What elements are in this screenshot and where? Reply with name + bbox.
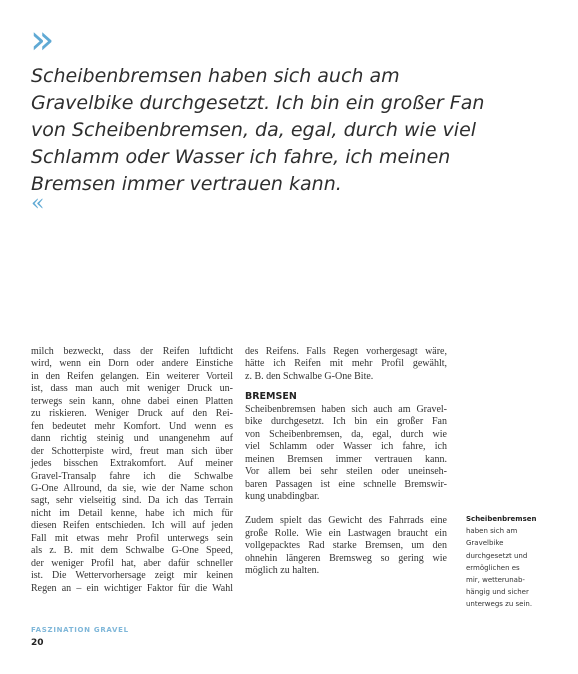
body-line: Zudem spielt das Gewicht des Fahrrads eine: [245, 515, 447, 527]
pull-quote: [31, 63, 511, 198]
body-line: als z. B. mit dem Schwalbe G-One Speed,: [31, 545, 233, 557]
sidenote-line: durchgesetzt und: [466, 551, 528, 560]
body-line: dann richtig steinig und unangenehm auf: [31, 433, 233, 445]
body-line: Vor allem bei sehr steilen oder uneinseh-: [245, 466, 447, 478]
pull-quote-line: Gravelbike durchgesetzt. Ich bin ein großer Fan: [31, 92, 485, 114]
body-line: bike durchgesetzt. Ich bin ein großer Fan: [245, 416, 447, 428]
section-heading: BREMSEN: [245, 391, 297, 403]
body-line: meinen Bremsen immer vertrauen kann.: [245, 453, 447, 465]
body-line: baren Passagen ist eine schnelle Bremswir-: [245, 478, 447, 490]
body-line: ohnehin längeren Bremsweg so gering wie: [245, 552, 447, 564]
body-line: fen bedeutet mehr Komfort. Und wenn es: [31, 420, 233, 432]
body-line: terwegs sein kann, ohne dabei einen Platten: [31, 395, 233, 407]
body-line: in den Reifen gelangen. Ein weiterer Vorteil: [31, 370, 233, 382]
body-line: hätte ich Reifen mit mehr Profil gewählt,: [245, 358, 447, 370]
body-line: sagt, sehr vielseitig sind. Da ich das Terrain: [31, 495, 233, 507]
body-line: große Rolle. Wie ein Lastwagen braucht ein: [245, 527, 447, 539]
sidenote-line: unterwegs zu sein.: [466, 600, 533, 609]
sidenote-line: Gravelbike: [466, 539, 504, 548]
sidenote-line: haben sich am: [466, 527, 518, 536]
body-line: z. B. den Schwalbe G-One Bite.: [245, 370, 374, 382]
body-line: diesen Reifen entschieden. Ich will auf jeden: [31, 520, 233, 532]
sidenote-title: Scheibenbremsen: [466, 515, 537, 523]
body-line: viel Schlamm oder Wasser ich fahre, ich: [245, 441, 447, 453]
quote-close-mark: «: [31, 191, 45, 216]
body-line: Gravel-Transalp fahre ich die Schwalbe: [31, 470, 233, 482]
body-line: wird, wenn ein Dorn oder andere Einstiche: [31, 358, 233, 370]
sidenote-line: mir, wetterunab-: [466, 576, 525, 585]
body-column-right: [245, 346, 447, 578]
paragraph-gap: [245, 503, 447, 515]
sidenote-caption: [466, 513, 556, 611]
body-line: zu riskieren. Weniger Druck auf den Rei-: [31, 408, 233, 420]
body-line: kung unabdingbar.: [245, 490, 320, 502]
quote-open-mark: »: [30, 17, 51, 63]
body-line: ist, dass man auch mit weniger Druck un-: [31, 383, 233, 395]
body-line: ist. Die Wettervorhersage zeigt mir keinen: [31, 570, 233, 582]
sidenote-line: ermöglichen es: [466, 563, 520, 572]
pull-quote-line: Bremsen immer vertrauen kann.: [31, 173, 342, 195]
body-line: möglich zu halten.: [245, 565, 320, 577]
body-line: nicht im Detail kenne, habe ich mich für: [31, 507, 233, 519]
body-line: von Scheibenbremsen, da, egal, durch wie: [245, 428, 447, 440]
body-line: milch bezweckt, dass der Reifen luftdicht: [31, 346, 233, 357]
page-number: 20: [31, 638, 44, 648]
body-line: der weniger Profil hat, aber dafür schneller: [31, 557, 233, 569]
body-line: G-One Allround, da sie, wie der Name schon: [31, 482, 233, 494]
pull-quote-line: von Scheibenbremsen, da, egal, durch wie viel: [31, 119, 477, 141]
body-line: Regen an – ein wichtiger Faktor für die Wahl: [31, 582, 233, 594]
body-column-left: [31, 346, 233, 595]
sidenote-line: hängig und sicher: [466, 588, 529, 597]
body-line: Scheibenbremsen haben sich auch am Gravel-: [245, 403, 447, 415]
body-line: des Reifens. Falls Regen vorhergesagt wäre,: [245, 346, 447, 357]
body-line: jedes bisschen Extrakomfort. Auf meiner: [31, 458, 233, 470]
pull-quote-line: Scheibenbremsen haben sich auch am: [31, 65, 400, 87]
pull-quote-line: Schlamm oder Wasser ich fahre, ich meinen: [31, 146, 451, 168]
footer-section-label: FASZINATION GRAVEL: [31, 626, 129, 634]
body-line: vollgepacktes Rad starke Bremsen, um den: [245, 540, 447, 552]
body-line: Fall mit etwas mehr Profil unterwegs sein: [31, 532, 233, 544]
body-line: der Schotterpiste wird, freut man sich über: [31, 445, 233, 457]
